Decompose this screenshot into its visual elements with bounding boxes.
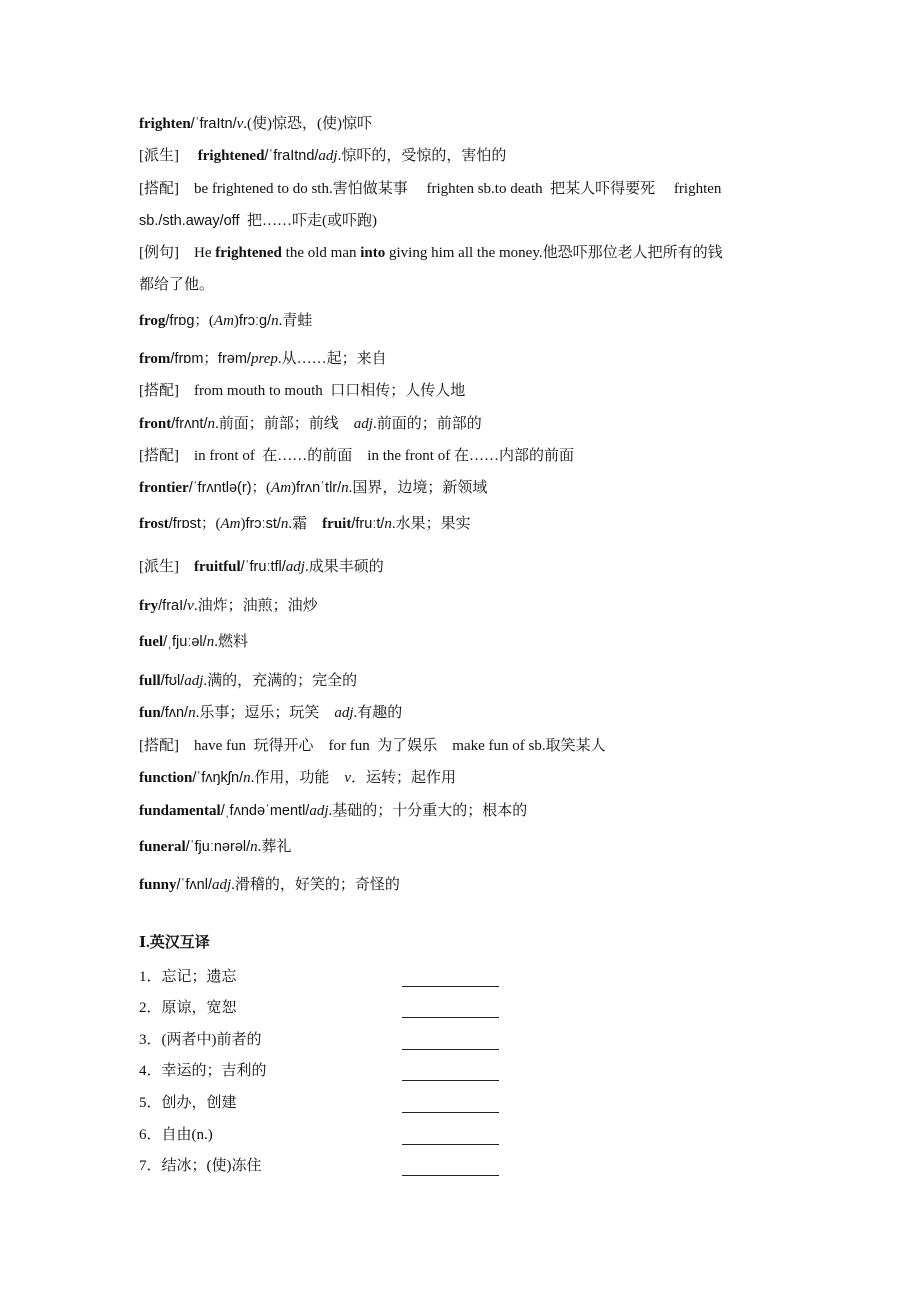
entry-text: ) [240, 516, 246, 532]
item-text: 结冰；(使)冻住 [161, 1158, 262, 1174]
entry-line [139, 114, 372, 134]
entry-text: .油炸；油煎；油炒 [193, 598, 318, 614]
entry-text: .惊吓的，受惊的，害怕的 [337, 148, 507, 164]
headword: frontier [139, 480, 189, 496]
phonetic: /ˈfrʌntlə(r)； [188, 480, 267, 496]
headword: from [139, 351, 171, 367]
entry-line [139, 703, 402, 723]
entry-line [139, 349, 387, 369]
phonetic: /ˈfraItnd/ [264, 148, 319, 164]
item-number: 6． [139, 1127, 162, 1143]
entry-text: .作用，功能 [250, 770, 345, 786]
phonetic: /fraI/ [158, 598, 188, 614]
phonetic: /ˈfʌŋkʃn/ [192, 770, 244, 786]
headword: fry [139, 598, 159, 614]
headword: function [139, 770, 193, 786]
phonetic: /fʊl/ [160, 673, 185, 689]
item-text: 幸运的；吉利的 [161, 1063, 267, 1079]
exercise-item [139, 998, 237, 1018]
phonetic: sb./sth.away/off [139, 213, 240, 229]
entry-line [139, 311, 312, 331]
item-number: 5． [139, 1095, 162, 1111]
entry-text: .国界，边境；新领域 [348, 480, 488, 496]
headword: fruit [322, 516, 352, 532]
entry-text: 把……吓走(或吓跑) [239, 213, 377, 229]
headword: frightened [197, 148, 265, 164]
entry-text: [派生] [139, 148, 198, 164]
entry-text: [搭配] from mouth to mouth 口口相传；人传人地 [139, 383, 466, 399]
headword: full [139, 673, 161, 689]
headword: fundamental [139, 803, 221, 819]
entry-line [139, 736, 606, 756]
phonetic: /frʌnt/ [171, 416, 208, 432]
exercise-item [139, 1030, 262, 1050]
entry-text: ( [266, 480, 272, 496]
entry-line [139, 671, 357, 691]
part-of-speech: n [188, 705, 196, 721]
entry-line [139, 243, 723, 263]
entry-text: .前面的；前部的 [372, 416, 482, 432]
entry-text: .满的，充满的；完全的 [203, 673, 358, 689]
entry-line [139, 275, 214, 295]
headword: frost [139, 516, 169, 532]
headword: front [139, 416, 172, 432]
entry-line [139, 875, 400, 895]
headword: fruitful [194, 559, 241, 575]
headword: fuel [139, 634, 164, 650]
phonetic: /ˌfjuːəl/ [163, 634, 207, 650]
phonetic: /ˈfʌnl/ [176, 877, 212, 893]
headword: funny [139, 877, 177, 893]
entry-text: .从……起；来自 [277, 351, 387, 367]
entry-text: ．运转；起作用 [351, 770, 457, 786]
part-of-speech: n [384, 516, 392, 532]
entry-line [139, 446, 574, 466]
entry-text: the old man [281, 245, 361, 261]
part-of-speech: n [280, 516, 289, 532]
headword: funeral [139, 839, 186, 855]
phonetic: /fruːt/ [351, 516, 385, 532]
entry-text: ( [215, 516, 221, 532]
part-of-speech: n [271, 313, 279, 329]
item-number: 4． [139, 1063, 162, 1079]
entry-text: .前面；前部；前线 [215, 416, 354, 432]
entry-line [139, 632, 248, 652]
entry-text: ) [233, 313, 239, 329]
entry-text: .葬礼 [257, 839, 292, 855]
part-of-speech: adj [285, 559, 305, 575]
phonetic: /ˈfraItn/ [190, 116, 237, 132]
item-text: 自由(n.) [161, 1127, 213, 1143]
entry-text: ( [208, 313, 214, 329]
part-of-speech: n [250, 839, 258, 855]
entry-text: .燃料 [214, 634, 248, 650]
exercise-item [139, 1061, 267, 1081]
answer-blank[interactable] [402, 986, 499, 987]
entry-text: .基础的；十分重大的；根本的 [328, 803, 528, 819]
item-number: 1． [139, 969, 162, 985]
entry-text: [例句] He [139, 245, 216, 261]
answer-blank[interactable] [402, 1175, 499, 1176]
part-of-speech: adj [211, 877, 232, 893]
part-of-speech: n [206, 634, 215, 650]
part-of-speech: v [236, 116, 244, 132]
item-text: 创办，创建 [161, 1095, 237, 1111]
entry-text: [搭配] have fun 玩得开心 for fun 为了娱乐 make fun of sb.取笑某人 [139, 738, 606, 754]
headword: frog [139, 313, 166, 329]
part-of-speech: adj [334, 705, 354, 721]
entry-text: .青蛙 [278, 313, 313, 329]
part-of-speech: adj [309, 803, 329, 819]
exercise-item [139, 1125, 213, 1145]
part-of-speech: adj [353, 416, 373, 432]
entry-text: [派生] [139, 559, 194, 575]
entry-line [139, 179, 721, 199]
answer-blank[interactable] [402, 1144, 499, 1145]
phonetic: frʌnˈtlr/ [296, 480, 342, 496]
part-of-speech: Am [220, 516, 241, 532]
phonetic: /ˌfʌndəˈmentl/ [220, 803, 310, 819]
answer-blank[interactable] [402, 1080, 499, 1081]
entry-text: .滑稽的，好笑的；奇怪的 [231, 877, 400, 893]
entry-text: giving him all the money.他恐吓那位老人把所有的钱 [385, 245, 723, 261]
part-of-speech: n [243, 770, 251, 786]
headword: frighten [139, 116, 191, 132]
exercise-item [139, 1156, 262, 1176]
entry-text: [搭配] be frightened to do sth.害怕做某事 frighten sb.to death 把某人吓得要死 frighten [139, 181, 722, 197]
phonetic: /frɒg； [165, 313, 209, 329]
item-number: 2． [139, 1000, 162, 1016]
item-text: (两者中)前者的 [161, 1032, 262, 1048]
entry-text: .水果；果实 [391, 516, 471, 532]
entry-text: .(使)惊恐，(使)惊吓 [243, 116, 373, 132]
answer-blank[interactable] [402, 1112, 499, 1113]
phonetic: /ˈfjuːnərəl/ [185, 839, 251, 855]
entry-text: .有趣的 [353, 705, 403, 721]
part-of-speech: v [344, 770, 352, 786]
headword: frightened [215, 245, 282, 261]
part-of-speech: v [187, 598, 194, 614]
exercise-item [139, 967, 237, 987]
exercise-title: Ⅰ.英汉互译 [139, 935, 210, 951]
phonetic: /frɒst； [168, 516, 216, 532]
entry-line [139, 381, 465, 401]
entry-text: 都给了他。 [139, 277, 215, 293]
entry-text: [搭配] in front of 在……的前面 in the front of 在……内部的前面 [139, 448, 574, 464]
entry-line [139, 837, 291, 857]
answer-blank[interactable] [402, 1049, 499, 1050]
phonetic: /ˈfruːtfl/ [240, 559, 286, 575]
entry-text: .霜 [288, 516, 323, 532]
phonetic: frɔːst/ [245, 516, 281, 532]
exercise-item [139, 1093, 237, 1113]
item-number: 7． [139, 1158, 162, 1174]
entry-line [139, 478, 487, 498]
part-of-speech: n [207, 416, 215, 432]
item-text: 原谅，宽恕 [161, 1000, 237, 1016]
part-of-speech: Am [271, 480, 292, 496]
headword: fun [139, 705, 161, 721]
entry-text: .乐事；逗乐；玩笑 [195, 705, 335, 721]
part-of-speech: adj [318, 148, 338, 164]
part-of-speech: n [341, 480, 349, 496]
phonetic: /frɒm；frəm/ [170, 351, 251, 367]
entry-line [139, 596, 318, 616]
entry-line [139, 146, 506, 166]
entry-text: ) [291, 480, 297, 496]
entry-line [139, 557, 384, 577]
item-text: 忘记；遗忘 [161, 969, 237, 985]
entry-line [139, 211, 377, 231]
entry-line [139, 514, 471, 534]
part-of-speech: prep [250, 351, 278, 367]
entry-text: .成果丰硕的 [304, 559, 384, 575]
item-number: 3． [139, 1032, 162, 1048]
phonetic: frɔːg/ [238, 313, 272, 329]
entry-line [139, 801, 527, 821]
part-of-speech: adj [184, 673, 204, 689]
entry-line [139, 414, 482, 434]
entry-line [139, 768, 456, 788]
answer-blank[interactable] [402, 1017, 499, 1018]
phonetic: /fʌn/ [160, 705, 189, 721]
part-of-speech: Am [213, 313, 234, 329]
headword: into [360, 245, 386, 261]
